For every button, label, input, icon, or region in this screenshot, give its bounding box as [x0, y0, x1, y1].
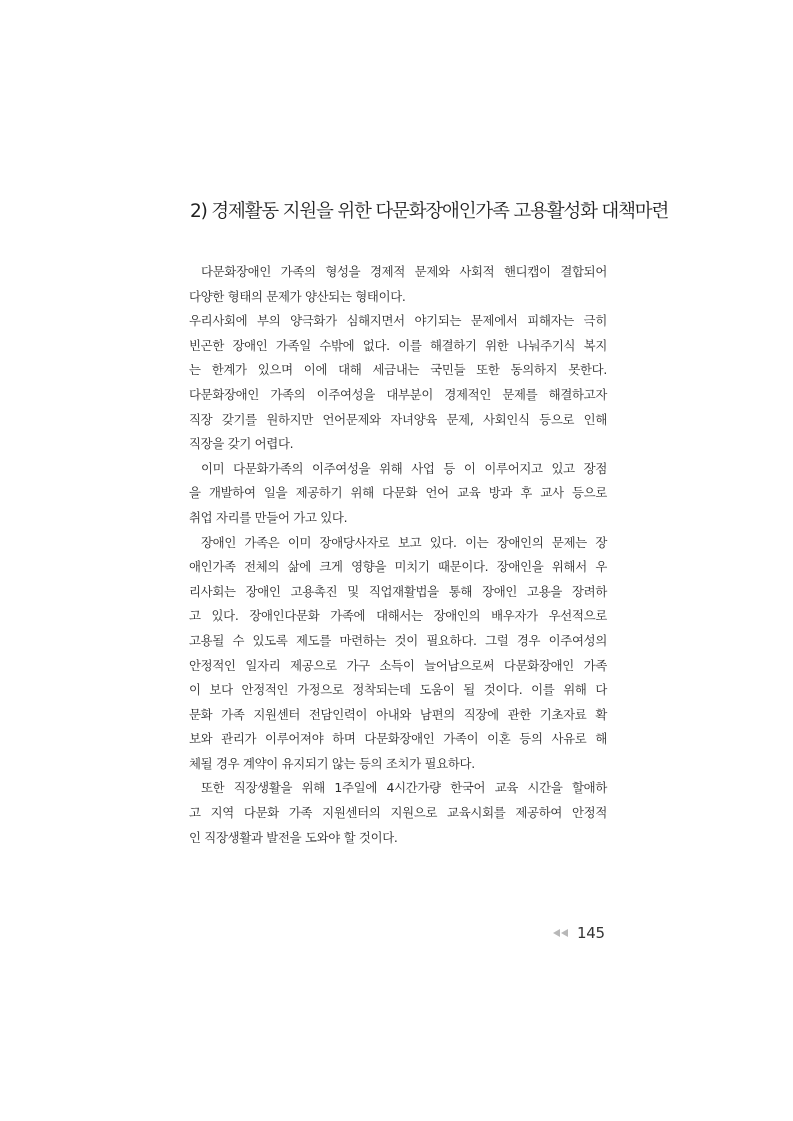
page-footer: [553, 920, 605, 946]
paragraph-line: 고 있다. 장애인다문화 가족에 대해서는 장애인의 배우자가 우선적으로: [189, 608, 607, 624]
paragraph-line: 보와 관리가 이루어져야 하며 다문화장애인 가족이 이혼 등의 사유로 해: [189, 731, 607, 747]
paragraph-line: 고용될 수 있도록 제도를 마련하는 것이 필요하다. 그럴 경우 이주여성의: [189, 632, 607, 648]
paragraph-line: 이미 다문화가족의 이주여성을 위해 사업 등 이 이루어지고 있고 장점: [201, 460, 607, 476]
paragraph-line: 직장 갖기를 원하지만 언어문제와 자녀양육 문제, 사회인식 등으로 인해: [189, 411, 607, 427]
body-text: [189, 260, 607, 850]
paragraph-line: 인 직장생활과 발전을 도와야 할 것이다.: [189, 829, 398, 845]
left-triangle-icon: [561, 929, 568, 937]
paragraph-line: 리사회는 장애인 고용촉진 및 직업재활법을 통해 장애인 고용을 장려하: [189, 583, 607, 599]
paragraph-line: 다문화장애인 가족의 형성을 경제적 문제와 사회적 핸디캡이 결합되어: [201, 264, 607, 279]
paragraph-line: 는 한계가 있으며 이에 대해 세금내는 국민들 또한 동의하지 못한다.: [189, 362, 607, 378]
paragraph-line: 다문화장애인 가족의 이주여성을 대부분이 경제적인 문제를 해결하고자: [189, 386, 607, 402]
paragraph-line: 고 지역 다문화 가족 지원센터의 지원으로 교육시회를 제공하여 안정적: [189, 805, 607, 821]
left-triangle-icon: [553, 929, 560, 937]
paragraph-line: 안정적인 일자리 제공으로 가구 소득이 늘어남으로써 다문화장애인 가족: [189, 657, 607, 673]
paragraph-line: 직장을 갖기 어렵다.: [189, 436, 294, 452]
paragraph-line: 우리사회에 부의 양극화가 심해지면서 야기되는 문제에서 피해자는 극히: [189, 313, 607, 329]
paragraph-line: 문화 가족 지원센터 전담인력이 아내와 남편의 직장에 관한 기초자료 확: [189, 706, 607, 722]
paragraph-line: 체될 경우 계약이 유지되기 않는 등의 조치가 필요하다.: [189, 755, 475, 771]
page-number: 145: [577, 924, 605, 942]
paragraph-line: 또한 직장생활을 위해 1주일에 4시간가량 한국어 교육 시간을 할애하: [201, 780, 607, 796]
section-heading: 2) 경제활동 지원을 위한 다문화장애인가족 고용활성화 대책마련: [190, 201, 669, 222]
paragraph-line: 을 개발하여 일을 제공하기 위해 다문화 언어 교육 방과 후 교사 등으로: [189, 485, 607, 501]
paragraph-line: 다양한 형태의 문제가 양산되는 형태이다.: [189, 288, 406, 304]
paragraph-line: 취업 자리를 만들어 가고 있다.: [189, 509, 348, 525]
paragraph-line: 이 보다 안정적인 가정으로 정착되는데 도움이 될 것이다. 이를 위해 다: [189, 682, 607, 698]
double-left-triangle-icon: [553, 929, 569, 937]
paragraph-line: 애인가족 전체의 삶에 크게 영향을 미치기 때문이다. 장애인을 위해서 우: [189, 559, 607, 575]
paragraph-line: 빈곤한 장애인 가족일 수밖에 없다. 이를 해결하기 위한 나눠주기식 복지: [189, 337, 607, 353]
paragraph-line: 장애인 가족은 이미 장애당사자로 보고 있다. 이는 장애인의 문제는 장: [201, 534, 607, 550]
